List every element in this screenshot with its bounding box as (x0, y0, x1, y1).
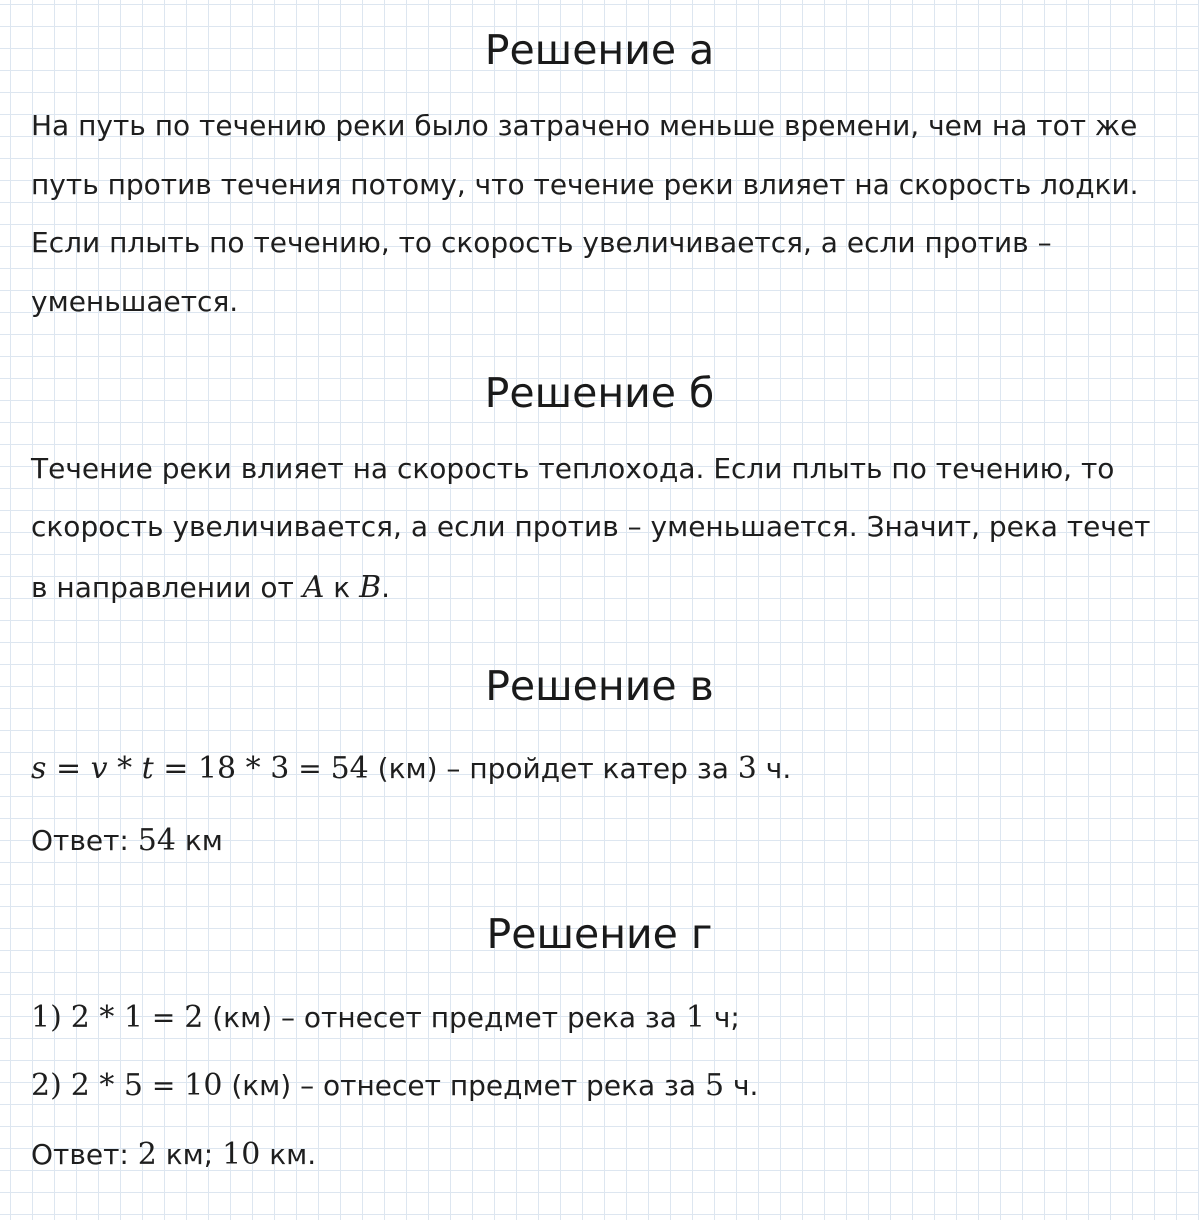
solution-v-answer (31, 823, 223, 858)
answer-value: 54 (137, 823, 176, 858)
answer-unit: км (175, 824, 223, 857)
time-value: 3 (270, 751, 290, 786)
hours-value: 5 (704, 1068, 725, 1103)
equals-sign: = (153, 751, 198, 786)
line-end: . (381, 571, 391, 604)
result: 2 (184, 1000, 204, 1035)
heading-solution-b: Решение б (484, 369, 715, 417)
heading-solution-a: Решение а (484, 26, 715, 74)
operand: 2 (70, 1068, 90, 1103)
answer-value-2: 10 (222, 1137, 261, 1172)
solution-b-line-3-text: в направлении от (31, 571, 303, 604)
hours-value: 3 (737, 751, 757, 786)
step-number: 2) (31, 1068, 62, 1103)
heading-solution-g: Решение г (486, 910, 713, 958)
var-t: t (141, 751, 154, 786)
formula-explanation: (км) – пройдет катер за (368, 752, 738, 785)
step-end: ч; (704, 1001, 740, 1034)
solution-b-line-3 (31, 570, 391, 605)
operand: 1 (123, 1000, 143, 1035)
multiply-sign: * (107, 751, 142, 786)
solution-g-step-1 (31, 1000, 740, 1035)
solution-a-line-3: Если плыть по течению, то скорость увеличивается, а если против – (31, 226, 1052, 259)
point-a: A (302, 570, 325, 605)
step-number: 1) (31, 1000, 62, 1035)
formula-end: ч. (756, 752, 792, 785)
multiply-sign: * (89, 1068, 124, 1103)
answer-end: км. (260, 1138, 317, 1171)
solution-b-line-1: Течение реки влияет на скорость теплохода. Если плыть по течению, то (31, 452, 1115, 485)
step-explanation: (км) – отнесет предмет река за (222, 1069, 705, 1102)
multiply-sign: * (236, 751, 271, 786)
solution-a-line-2: путь против течения потому, что течение реки влияет на скорость лодки. (31, 168, 1139, 201)
connector-text: к (324, 571, 360, 604)
equals-sign: = (142, 1001, 185, 1034)
result: 10 (184, 1068, 223, 1103)
solution-g-answer (31, 1137, 317, 1172)
solution-a-line-1: На путь по течению реки было затрачено меньше времени, чем на тот же (31, 109, 1138, 142)
solution-a-line-4: уменьшается. (31, 285, 239, 318)
solution-v-formula (31, 751, 792, 786)
point-b: B (359, 570, 382, 605)
distance-value: 54 (330, 751, 369, 786)
operand: 5 (123, 1068, 143, 1103)
step-explanation: (км) – отнесет предмет река за (203, 1001, 686, 1034)
answer-label: Ответ: (31, 824, 138, 857)
heading-solution-v: Решение в (485, 662, 714, 710)
equals-sign: = (289, 752, 331, 785)
equals-sign: = (142, 1069, 185, 1102)
answer-label: Ответ: (31, 1138, 138, 1171)
solution-g-step-2 (31, 1068, 759, 1103)
solution-b-line-2: скорость увеличивается, а если против – уменьшается. Значит, река течет (31, 510, 1151, 543)
speed-value: 18 (197, 751, 237, 786)
multiply-sign: * (89, 1000, 124, 1035)
answer-separator: км; (156, 1138, 223, 1171)
hours-value: 1 (685, 1000, 705, 1035)
operand: 2 (70, 1000, 90, 1035)
equals-sign: = (46, 751, 91, 786)
answer-value-1: 2 (137, 1137, 157, 1172)
var-v: v (90, 751, 108, 786)
var-s: s (31, 751, 47, 786)
step-end: ч. (724, 1069, 759, 1102)
